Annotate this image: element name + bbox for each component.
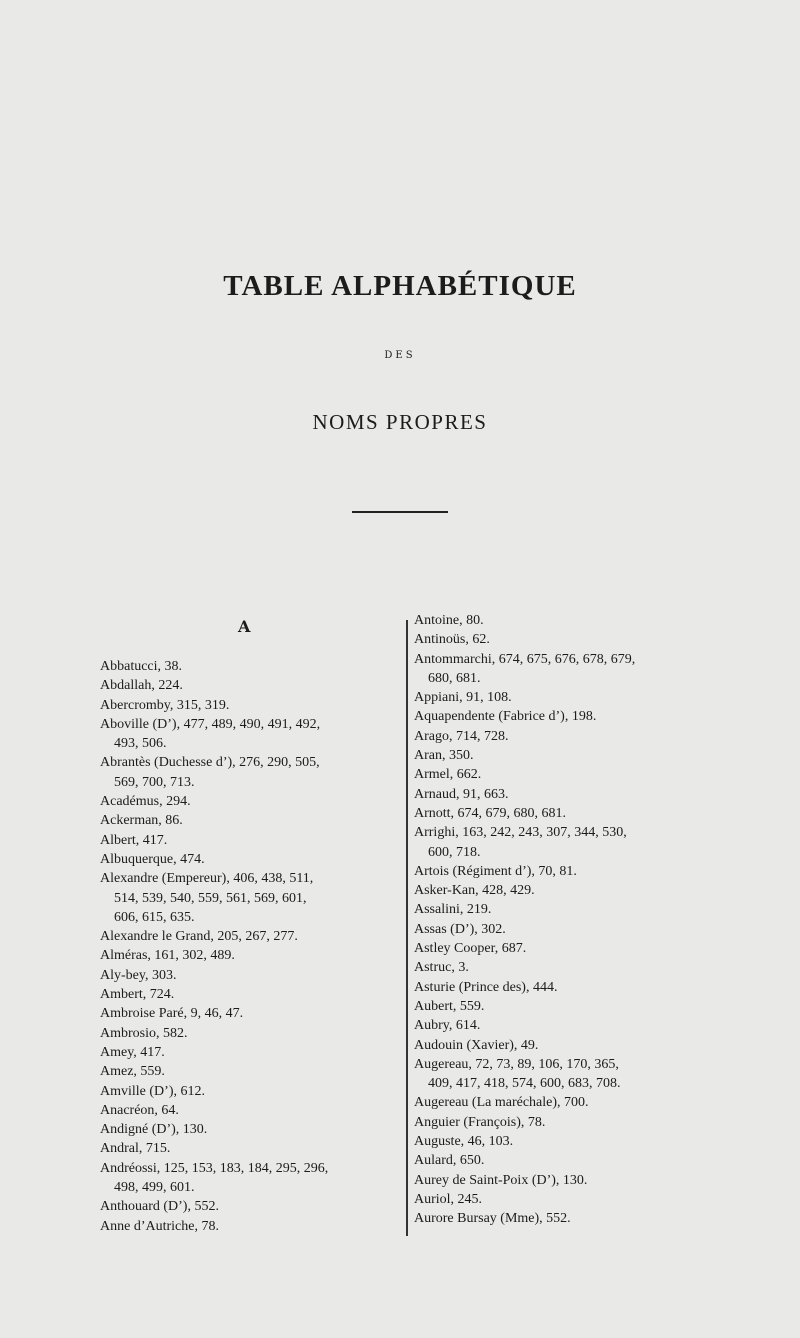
entry-text: Académus, 294.: [100, 794, 191, 810]
index-entry: [100, 1062, 400, 1081]
index-entry: [414, 1113, 724, 1132]
index-entry: [414, 920, 724, 939]
index-entry: [100, 946, 400, 965]
entry-text: Aurore Bursay (Mme), 552.: [414, 1211, 571, 1227]
entry-text: Augereau (La maréchale), 700.: [414, 1095, 589, 1111]
entry-text: Arnott, 674, 679, 680, 681.: [414, 805, 567, 821]
page-subtitle: NOMS PROPRES: [312, 410, 488, 434]
entry-text: Alexandre le Grand, 205, 267, 277.: [100, 929, 298, 945]
index-entry: [100, 792, 400, 811]
entry-text: Amville (D’), 612.: [100, 1083, 205, 1099]
entry-text: Amey, 417.: [100, 1044, 165, 1060]
index-entry: [414, 1209, 724, 1228]
entry-continuation: 409, 417, 418, 574, 600, 683, 708.: [428, 1076, 621, 1092]
index-column-left: [100, 657, 400, 1236]
index-entry: [414, 727, 724, 746]
entry-text: Abercromby, 315, 319.: [100, 697, 230, 713]
index-entry: [100, 1024, 400, 1043]
index-entry: [100, 1139, 400, 1158]
entry-text: Artois (Régiment d’), 70, 81.: [414, 863, 577, 879]
entry-text: Aquapendente (Fabrice d’), 198.: [414, 709, 597, 725]
index-entry: [414, 1190, 724, 1209]
title-rule: [352, 511, 448, 513]
entry-text: Andréossi, 125, 153, 183, 184, 295, 296,: [100, 1160, 329, 1176]
entry-text: Aran, 350.: [414, 748, 474, 764]
index-entry: [414, 939, 724, 958]
entry-continuation: 569, 700, 713.: [114, 774, 195, 790]
index-entry: [100, 811, 400, 830]
entry-text: Aboville (D’), 477, 489, 490, 491, 492,: [100, 716, 321, 732]
index-entry: [414, 881, 724, 900]
entry-text: Assalini, 219.: [414, 902, 492, 918]
index-entry: [414, 630, 724, 649]
index-entry: [100, 831, 400, 850]
index-entry: [100, 753, 400, 792]
index-entry: [100, 1043, 400, 1062]
index-entry: [100, 1159, 400, 1198]
entry-text: Albert, 417.: [100, 832, 168, 848]
entry-text: Aubert, 559.: [414, 998, 485, 1014]
entry-text: Arnaud, 91, 663.: [414, 786, 509, 802]
entry-text: Anguier (François), 78.: [414, 1114, 546, 1130]
index-entry: [100, 1197, 400, 1216]
entry-continuation: 606, 615, 635.: [114, 909, 195, 925]
entry-text: Antinoüs, 62.: [414, 632, 490, 648]
entry-text: Ambrosio, 582.: [100, 1025, 188, 1041]
index-entry: [414, 997, 724, 1016]
entry-text: Antommarchi, 674, 675, 676, 678, 679,: [414, 651, 636, 667]
entry-text: Abbatucci, 38.: [100, 659, 183, 674]
entry-text: Alméras, 161, 302, 489.: [100, 948, 235, 964]
index-entry: [414, 707, 724, 726]
entry-continuation: 493, 506.: [114, 736, 167, 752]
index-entry: [414, 1132, 724, 1151]
index-entry: [414, 804, 724, 823]
index-entry: [414, 1171, 724, 1190]
index-entry: [100, 966, 400, 985]
index-entry: [414, 688, 724, 707]
index-entry: [100, 696, 400, 715]
entry-text: Ackerman, 86.: [100, 813, 183, 829]
index-entry: [414, 823, 724, 862]
index-entry: [414, 765, 724, 784]
page-title: TABLE ALPHABÉTIQUE: [223, 270, 577, 302]
entry-text: Asturie (Prince des), 444.: [414, 979, 558, 995]
entry-text: Aly-bey, 303.: [100, 967, 177, 983]
index-entry: [100, 1004, 400, 1023]
entry-continuation: 498, 499, 601.: [114, 1180, 195, 1196]
index-entry: [100, 1101, 400, 1120]
entry-text: Arago, 714, 728.: [414, 728, 509, 744]
entry-text: Arrighi, 163, 242, 243, 307, 344, 530,: [414, 825, 627, 841]
index-entry: [414, 1151, 724, 1170]
index-entry: [100, 676, 400, 695]
index-entry: [100, 927, 400, 946]
entry-text: Anthouard (D’), 552.: [100, 1199, 219, 1215]
index-column-right: [414, 611, 724, 1229]
entry-text: Anacréon, 64.: [100, 1102, 179, 1118]
index-entry: [414, 746, 724, 765]
entry-text: Augereau, 72, 73, 89, 106, 170, 365,: [414, 1056, 619, 1072]
index-entry: [414, 611, 724, 630]
entry-continuation: 600, 718.: [428, 844, 481, 860]
entry-text: Audouin (Xavier), 49.: [414, 1037, 539, 1053]
entry-text: Andral, 715.: [100, 1141, 171, 1157]
index-entry: [100, 657, 400, 676]
index-entry: [414, 900, 724, 919]
index-entry: [414, 958, 724, 977]
entry-text: Aurey de Saint-Poix (D’), 130.: [414, 1172, 588, 1188]
entry-text: Astruc, 3.: [414, 960, 469, 976]
index-entry: [100, 1082, 400, 1101]
entry-text: Antoine, 80.: [414, 613, 484, 628]
entry-continuation: 514, 539, 540, 559, 561, 569, 601,: [114, 890, 307, 906]
section-letter: A: [238, 617, 251, 636]
index-entry: [414, 1093, 724, 1112]
column-divider: [406, 620, 408, 1236]
entry-text: Aulard, 650.: [414, 1153, 485, 1169]
entry-text: Anne d’Autriche, 78.: [100, 1218, 219, 1234]
index-entry: [414, 650, 724, 689]
index-entry: [100, 1120, 400, 1139]
entry-text: Ambroise Paré, 9, 46, 47.: [100, 1006, 244, 1022]
index-entry: [100, 850, 400, 869]
index-entry: [100, 869, 400, 927]
entry-text: Armel, 662.: [414, 767, 482, 783]
entry-text: Auriol, 245.: [414, 1191, 483, 1207]
entry-text: Alexandre (Empereur), 406, 438, 511,: [100, 871, 314, 887]
entry-text: Ambert, 724.: [100, 987, 175, 1003]
entry-text: Astley Cooper, 687.: [414, 941, 527, 957]
index-entry: [100, 715, 400, 754]
entry-text: Andigné (D’), 130.: [100, 1122, 208, 1138]
entry-text: Albuquerque, 474.: [100, 851, 205, 867]
index-entry: [414, 862, 724, 881]
title-connector: DES: [384, 350, 416, 361]
index-entry: [100, 1217, 400, 1236]
index-entry: [414, 978, 724, 997]
index-entry: [100, 985, 400, 1004]
entry-text: Appiani, 91, 108.: [414, 690, 512, 706]
entry-continuation: 680, 681.: [428, 670, 481, 686]
entry-text: Asker-Kan, 428, 429.: [414, 883, 535, 899]
entry-text: Aubry, 614.: [414, 1018, 481, 1034]
entry-text: Amez, 559.: [100, 1064, 165, 1080]
index-entry: [414, 785, 724, 804]
index-entry: [414, 1016, 724, 1035]
entry-text: Assas (D’), 302.: [414, 921, 506, 937]
entry-text: Auguste, 46, 103.: [414, 1134, 514, 1150]
entry-text: Abrantès (Duchesse d’), 276, 290, 505,: [100, 755, 320, 771]
entry-text: Abdallah, 224.: [100, 678, 183, 694]
index-entry: [414, 1036, 724, 1055]
index-entry: [414, 1055, 724, 1094]
